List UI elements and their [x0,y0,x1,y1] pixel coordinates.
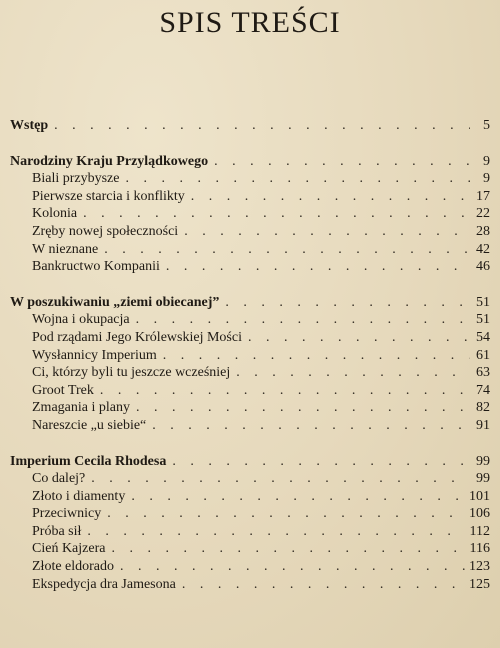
toc-entry [10,258,490,276]
section-spacer [10,135,490,153]
toc-page-number: 28 [476,223,490,239]
toc-page-number: 63 [476,365,490,381]
toc-page-number: 51 [476,294,490,310]
toc-page-number: 9 [483,153,490,169]
toc-page-number: 125 [469,576,490,592]
dot-leader [191,188,470,206]
dot-leader [100,382,470,400]
dot-leader [236,364,470,382]
toc-entry-label: Złoto i diamenty [32,488,126,504]
toc-entry-label: Groot Trek [32,382,94,398]
toc-entry [10,399,490,417]
toc-page-number: 91 [476,417,490,433]
toc-page-number: 9 [483,171,490,187]
dot-leader [166,258,470,276]
dot-leader [125,170,470,188]
toc-entry [10,241,490,259]
toc-entry [10,311,490,329]
toc-heading-label: W poszukiwaniu „ziemi obiecanej” [10,294,220,310]
dot-leader [107,505,465,523]
toc-entry [10,523,490,541]
toc-entry-label: Nareszcie „u siebie“ [32,417,147,433]
dot-leader [87,523,465,541]
dot-leader [214,153,470,171]
toc-entry [10,329,490,347]
toc-entry-label: W nieznane [32,241,99,257]
toc-page-number: 74 [476,382,490,398]
section-spacer [10,276,490,294]
toc-page-number: 116 [469,541,490,557]
toc-entry [10,470,490,488]
toc-entry-label: Ekspedycja dra Jamesona [32,576,176,592]
toc-page-number: 99 [476,453,490,469]
toc-section-heading [10,153,490,171]
toc-page-number: 54 [476,329,490,345]
toc-page-number: 112 [469,523,490,539]
toc-entry [10,505,490,523]
toc-page-number: 46 [476,259,490,275]
toc-entry [10,576,490,594]
dot-leader [248,329,470,347]
toc-entry [10,558,490,576]
dot-leader [91,470,470,488]
dot-leader [163,347,470,365]
toc-heading-label: Imperium Cecila Rhodesa [10,453,167,469]
toc-entry-label: Wysłannicy Imperium [32,347,157,363]
toc-entry-label: Biali przybysze [32,171,120,187]
toc-section-heading [10,453,490,471]
dot-leader [184,223,470,241]
dot-leader [182,576,465,594]
dot-leader [111,540,465,558]
toc-entry-label: Próba sił [32,523,82,539]
toc-entry [10,540,490,558]
toc-page-number: 51 [476,312,490,328]
toc-entry-label: Zmagania i plany [32,400,130,416]
toc-page-number: 17 [476,188,490,204]
toc-section-heading [10,117,490,135]
toc-entry [10,205,490,223]
toc-entry-label: Przeciwnicy [32,506,102,522]
toc-entry-label: Złote eldorado [32,559,115,575]
toc-entry-label: Kolonia [32,206,78,222]
dot-leader [136,399,470,417]
toc-entry [10,223,490,241]
toc-page-number: 42 [476,241,490,257]
toc-page-number: 22 [476,206,490,222]
page-title: SPIS TREŚCI [159,6,341,39]
toc-section-heading [10,294,490,312]
toc-page-number: 61 [476,347,490,363]
toc-page-number: 106 [469,506,490,522]
toc-page-number: 5 [483,118,490,133]
toc-entry-label: Pierwsze starcia i konflikty [32,188,185,204]
dot-leader [83,205,470,223]
toc-entry-label: Bankructwo Kompanii [32,259,160,275]
toc-entry [10,170,490,188]
toc-entry-label: Cień Kajzera [32,541,106,557]
toc-heading-label: Wstęp [10,118,49,133]
toc-heading-label: Narodziny Kraju Przylądkowego [10,153,209,169]
dot-leader [131,488,465,506]
toc-entry-label: Zręby nowej społeczności [32,223,179,239]
toc-entry [10,347,490,365]
dot-leader [120,558,465,576]
toc-entry [10,364,490,382]
dot-leader [172,453,470,471]
toc-entry [10,488,490,506]
table-of-contents [10,117,490,593]
toc-page-number: 101 [469,488,490,504]
toc-page-number: 123 [469,559,490,575]
dot-leader [152,417,470,435]
toc-entry [10,417,490,435]
toc-entry-label: Co dalej? [32,471,86,487]
toc-entry [10,188,490,206]
dot-leader [54,117,470,135]
toc-page-number: 99 [476,471,490,487]
toc-entry-label: Wojna i okupacja [32,312,130,328]
toc-page-number: 82 [476,400,490,416]
toc-entry [10,382,490,400]
dot-leader [225,294,470,312]
dot-leader [136,311,470,329]
toc-entry-label: Pod rządami Jego Królewskiej Mości [32,329,242,345]
section-spacer [10,435,490,453]
dot-leader [104,241,470,259]
toc-entry-label: Ci, którzy byli tu jeszcze wcześniej [32,365,231,381]
